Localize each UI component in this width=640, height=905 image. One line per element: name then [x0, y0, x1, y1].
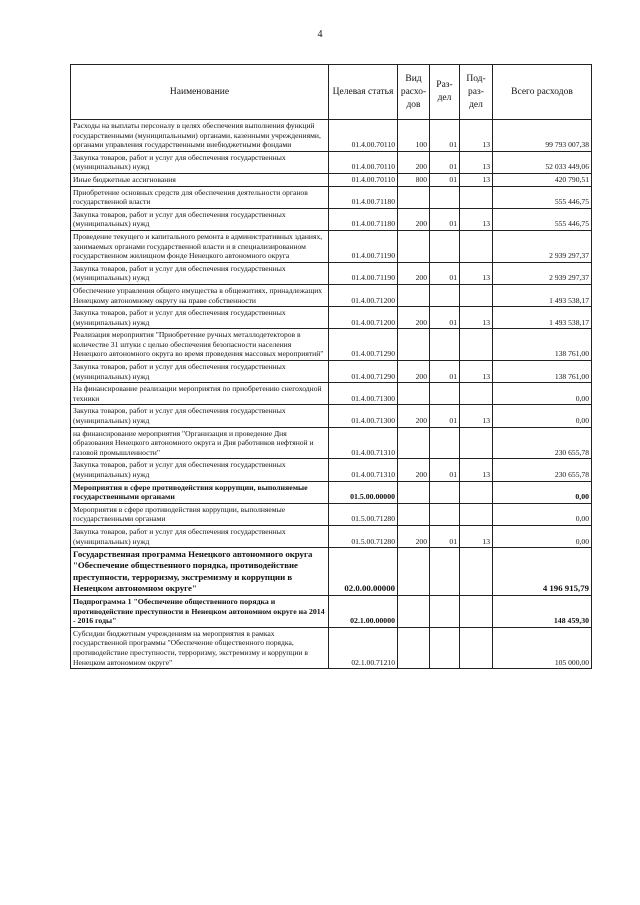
row-vid [398, 383, 430, 405]
row-podr [460, 383, 493, 405]
row-podr [460, 548, 493, 596]
row-code: 01.4.00.70110 [329, 173, 398, 186]
table-row [71, 208, 592, 230]
row-razd [430, 427, 460, 459]
row-podr: 13 [460, 525, 493, 547]
row-vid: 200 [398, 151, 430, 173]
row-code: 01.4.00.71300 [329, 383, 398, 405]
row-code: 02.1.00.71210 [329, 627, 398, 668]
row-podr: 13 [460, 208, 493, 230]
header-podr: Под-раз-дел [460, 65, 493, 120]
row-razd: 01 [430, 173, 460, 186]
row-name: Закупка товаров, работ и услуг для обеспечения государственных (муниципальных) нужд [71, 262, 329, 284]
table-row [71, 120, 592, 152]
row-podr: 13 [460, 262, 493, 284]
table-row [71, 405, 592, 427]
row-code: 01.4.00.70110 [329, 151, 398, 173]
row-code: 01.5.00.00000 [329, 481, 398, 503]
row-vid [398, 481, 430, 503]
table-row [71, 595, 592, 627]
header-code: Целевая статья [329, 65, 398, 120]
row-vid [398, 186, 430, 208]
table-row [71, 525, 592, 547]
row-razd [430, 595, 460, 627]
row-podr: 13 [460, 361, 493, 383]
row-code: 01.4.00.71180 [329, 186, 398, 208]
row-vid: 800 [398, 173, 430, 186]
table-row [71, 503, 592, 525]
table-row [71, 481, 592, 503]
table-row [71, 307, 592, 329]
row-podr: 13 [460, 173, 493, 186]
row-code: 01.4.00.71290 [329, 329, 398, 361]
row-total: 0,00 [493, 383, 592, 405]
row-code: 01.5.00.71280 [329, 525, 398, 547]
table-header [71, 65, 592, 120]
page-number: 4 [317, 29, 323, 40]
row-code: 01.4.00.71200 [329, 307, 398, 329]
row-code: 01.4.00.70110 [329, 120, 398, 152]
row-podr [460, 503, 493, 525]
row-total: 0,00 [493, 503, 592, 525]
header-razd: Раз-дел [430, 65, 460, 120]
row-vid [398, 284, 430, 306]
row-razd: 01 [430, 525, 460, 547]
row-name: Расходы на выплаты персоналу в целях обеспечения выполнения функций государственными (муниципальными) органами, казенными учреждениями, органами управления государственными внебюджетными фондами [71, 120, 329, 152]
row-total: 1 493 538,17 [493, 284, 592, 306]
row-razd: 01 [430, 361, 460, 383]
row-code: 01.5.00.71280 [329, 503, 398, 525]
row-podr [460, 595, 493, 627]
row-vid [398, 548, 430, 596]
row-razd [430, 329, 460, 361]
header-row [71, 65, 592, 120]
row-code: 01.4.00.71290 [329, 361, 398, 383]
row-name: Закупка товаров, работ и услуг для обеспечения государственных (муниципальных) нужд [71, 459, 329, 481]
row-razd [430, 230, 460, 262]
table-row [71, 284, 592, 306]
table-row [71, 230, 592, 262]
row-code: 02.1.00.00000 [329, 595, 398, 627]
row-podr [460, 329, 493, 361]
row-total: 0,00 [493, 405, 592, 427]
row-total: 138 761,00 [493, 361, 592, 383]
row-total: 4 196 915,79 [493, 548, 592, 596]
row-code: 01.4.00.71190 [329, 230, 398, 262]
row-total: 1 493 538,17 [493, 307, 592, 329]
row-podr [460, 427, 493, 459]
table-row [71, 548, 592, 596]
row-podr [460, 481, 493, 503]
row-code: 01.4.00.71300 [329, 405, 398, 427]
table-row [71, 186, 592, 208]
row-razd: 01 [430, 405, 460, 427]
row-name: Закупка товаров, работ и услуг для обеспечения государственных (муниципальных) нужд [71, 361, 329, 383]
row-code: 01.4.00.71310 [329, 459, 398, 481]
row-podr: 13 [460, 405, 493, 427]
row-total: 148 459,30 [493, 595, 592, 627]
row-total: 230 655,78 [493, 459, 592, 481]
row-razd [430, 627, 460, 668]
row-vid [398, 427, 430, 459]
row-name: На финансирование реализации мероприятия по приобретению снегоходной техники [71, 383, 329, 405]
table-row [71, 383, 592, 405]
row-podr [460, 186, 493, 208]
row-vid [398, 595, 430, 627]
row-total: 138 761,00 [493, 329, 592, 361]
row-vid [398, 329, 430, 361]
row-total: 99 793 007,38 [493, 120, 592, 152]
row-podr: 13 [460, 459, 493, 481]
table-row [71, 459, 592, 481]
row-total: 555 446,75 [493, 186, 592, 208]
row-code: 01.4.00.71190 [329, 262, 398, 284]
table-body [71, 120, 592, 669]
row-razd: 01 [430, 208, 460, 230]
row-vid: 200 [398, 525, 430, 547]
row-razd: 01 [430, 120, 460, 152]
row-name: Приобретение основных средств для обеспечения деятельности органов государственной власти [71, 186, 329, 208]
table-row [71, 427, 592, 459]
row-vid: 200 [398, 361, 430, 383]
row-vid: 100 [398, 120, 430, 152]
row-name: на финансирование мероприятия "Организация и проведение Дня образования Ненецкого автономного округа и Дня работников нефтяной и газовой промышленности" [71, 427, 329, 459]
row-vid: 200 [398, 262, 430, 284]
table-row [71, 361, 592, 383]
row-name: Закупка товаров, работ и услуг для обеспечения государственных (муниципальных) нужд [71, 525, 329, 547]
row-razd [430, 383, 460, 405]
row-vid: 200 [398, 459, 430, 481]
row-podr: 13 [460, 120, 493, 152]
row-razd: 01 [430, 262, 460, 284]
row-podr [460, 284, 493, 306]
row-razd [430, 284, 460, 306]
row-podr [460, 230, 493, 262]
table-row [71, 151, 592, 173]
budget-table [70, 64, 592, 669]
row-total: 230 655,78 [493, 427, 592, 459]
row-code: 02.0.00.00000 [329, 548, 398, 596]
row-name: Закупка товаров, работ и услуг для обеспечения государственных (муниципальных) нужд [71, 151, 329, 173]
row-name: Закупка товаров, работ и услуг для обеспечения государственных (муниципальных) нужд [71, 307, 329, 329]
row-razd [430, 548, 460, 596]
row-razd: 01 [430, 459, 460, 481]
row-code: 01.4.00.71310 [329, 427, 398, 459]
row-code: 01.4.00.71180 [329, 208, 398, 230]
table-row [71, 173, 592, 186]
row-razd [430, 503, 460, 525]
header-vid: Вид расхо-дов [398, 65, 430, 120]
row-podr [460, 627, 493, 668]
header-total: Всего расходов [493, 65, 592, 120]
row-podr: 13 [460, 307, 493, 329]
row-name: Субсидии бюджетным учреждениям на мероприятия в рамках государственной программы "Обеспечение общественного порядка, противодействие преступности, терроризму, экстремизму и коррупции в Ненецком автономном округе" [71, 627, 329, 668]
row-vid [398, 503, 430, 525]
row-name: Проведение текущего и капитального ремонта в административных зданиях, занимаемых органами государственной власти и в специализированном государственном жилищном фонде Ненецкого автономного округа [71, 230, 329, 262]
row-total: 0,00 [493, 481, 592, 503]
row-name: Реализация мероприятия "Приобретение ручных металлодетекторов в количестве 31 штуки с целью обеспечения безопасности населения Ненецкого автономного округа во время проведения массовых мероприятий" [71, 329, 329, 361]
row-razd [430, 186, 460, 208]
row-total: 2 939 297,37 [493, 230, 592, 262]
row-code: 01.4.00.71200 [329, 284, 398, 306]
row-podr: 13 [460, 151, 493, 173]
row-name: Закупка товаров, работ и услуг для обеспечения государственных (муниципальных) нужд [71, 208, 329, 230]
row-vid: 200 [398, 208, 430, 230]
row-total: 2 939 297,37 [493, 262, 592, 284]
row-vid [398, 230, 430, 262]
row-name: Мероприятия в сфере противодействия коррупции, выполняемые государственными органами [71, 481, 329, 503]
row-total: 555 446,75 [493, 208, 592, 230]
row-total: 420 790,51 [493, 173, 592, 186]
row-name: Подпрограмма 1 "Обеспечение общественного порядка и противодействие преступности в Ненецком автономном округе на 2014 - 2016 годы" [71, 595, 329, 627]
row-total: 52 033 449,06 [493, 151, 592, 173]
row-razd: 01 [430, 151, 460, 173]
row-name: Обеспечение управления общего имущества в общежитиях, принадлежащих Ненецкому автономному округу на праве собственности [71, 284, 329, 306]
row-vid: 200 [398, 405, 430, 427]
row-razd [430, 481, 460, 503]
row-total: 105 000,00 [493, 627, 592, 668]
row-name: Государственная программа Ненецкого автономного округа "Обеспечение общественного порядка, противодействие преступности, терроризму, экстремизму и коррупции в Ненецком автономном округе" [71, 548, 329, 596]
row-vid: 200 [398, 307, 430, 329]
row-total: 0,00 [493, 525, 592, 547]
row-razd: 01 [430, 307, 460, 329]
row-name: Иные бюджетные ассигнования [71, 173, 329, 186]
row-name: Закупка товаров, работ и услуг для обеспечения государственных (муниципальных) нужд [71, 405, 329, 427]
header-name: Наименование [71, 65, 329, 120]
table-row [71, 262, 592, 284]
row-vid [398, 627, 430, 668]
table-row [71, 329, 592, 361]
table-row [71, 627, 592, 668]
row-name: Мероприятия в сфере противодействия коррупции, выполняемые государственными органами [71, 503, 329, 525]
